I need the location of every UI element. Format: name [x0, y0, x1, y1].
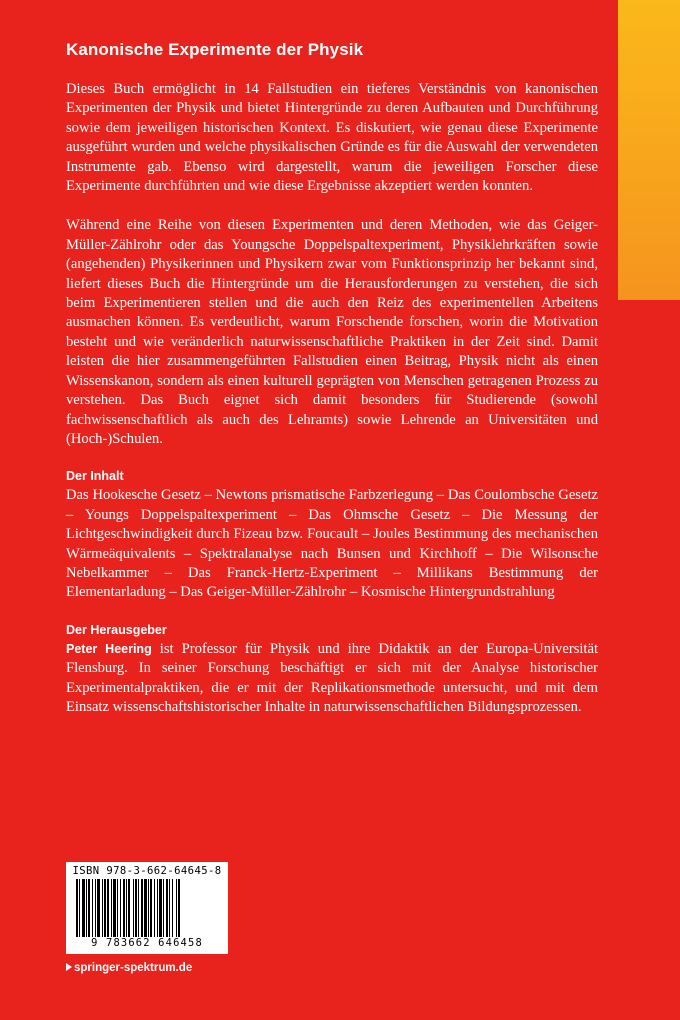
arrow-right-icon: [66, 963, 72, 971]
publisher-link[interactable]: [66, 962, 192, 974]
description-paragraph: Während eine Reihe von diesen Experimenten und deren Methoden, wie das Geiger-Müller-Zählrohr oder das Youngsche Doppelspaltexperiment, Physiklehrkräften sowie (angehenden) Physikerinnen und Physikern zwar vom Funktionsprinzip her bekannt sind, liefert dieses Buch die Hintergründe um die Herausforderungen zu verstehen, die sich beim Experimentieren stellen und die auch den Reiz des experimentellen Arbeitens ausmachen können. Es verdeutlicht, warum Forschende forschen, worin die Motivation besteht und wie veränderlich naturwissenschaftliche Praktiken in der Zeit sind. Damit leisten die hier zusammengeführten Fallstudien einen Beitrag, Physik nicht als einen Wissenskanon, sondern als einen kulturell geprägten von Menschen getragenen Prozess zu verstehen. Das Buch eignet sich damit besonders für Studierende (sowohl fachwissenschaftlich als auch des Lehramts) sowie Lehrende an Universitäten und (Hoch-)Schulen.: [66, 217, 598, 447]
editor-bio: [66, 640, 598, 718]
back-cover-text: [66, 40, 598, 737]
barcode-digits: 9 783662 646458: [91, 937, 203, 949]
editor-heading: Der Herausgeber: [66, 622, 167, 637]
editor-name: Peter Heering: [66, 641, 152, 656]
isbn-label: ISBN 978-3-662-64645-8: [72, 865, 222, 877]
intro-paragraph: Dieses Buch ermöglicht in 14 Fallstudien ein tieferes Verständnis von kanonischen Experimenten der Physik und bietet Hintergründe zu deren Aufbauten und Durchführung sowie dem jeweiligen historischen Kontext. Es diskutiert, wie genau diese Experimente ausgeführt wurden und welche physikalischen Gründe es für die Auswahl der verwendeten Instrumente gab. Ebenso wird dargestellt, warum die jeweiligen Forscher diese Experimente durchführten und wie diese Ergebnisse akzeptiert werden konnten.: [66, 81, 598, 195]
publisher-link-text: springer-spektrum.de: [74, 962, 193, 974]
contents-heading: Der Inhalt: [66, 469, 124, 484]
barcode-bars: [72, 879, 222, 937]
accent-bar: [618, 0, 680, 300]
isbn-barcode: [66, 862, 228, 954]
editor-bio-text: ist Professor für Physik und ihre Didaktik an der Europa-Universität Flensburg. In seiner Forschung beschäftigt er sich mit der Analyse historischer Experimentalpraktiken, die er mit der Replikationsmethode untersucht, und mit dem Einsatz wissenschaftshistorischer Inhalte in naturwissenschaftlichen Bildungsprozessen.: [66, 640, 599, 715]
contents-list: Das Hookesche Gesetz – Newtons prismatische Farbzerlegung – Das Coulombsche Gesetz – Youngs Doppelspaltexperiment – Das Ohmsche Gesetz – Die Messung der Lichtgeschwindigkeit durch Fizeau bzw. Foucault – Joules Bestimmung des mechanischen Wärmeäquivalents – Spektralanalyse nach Bunsen und Kirchhoff – Die Wilsonsche Nebelkammer – Das Franck-Hertz-Experiment – Millikans Bestimmung der Elementarladung – Das Geiger-Müller-Zählrohr – Kosmische Hintergrundstrahlung: [66, 487, 598, 601]
book-title: Kanonische Experimente der Physik: [66, 40, 364, 59]
